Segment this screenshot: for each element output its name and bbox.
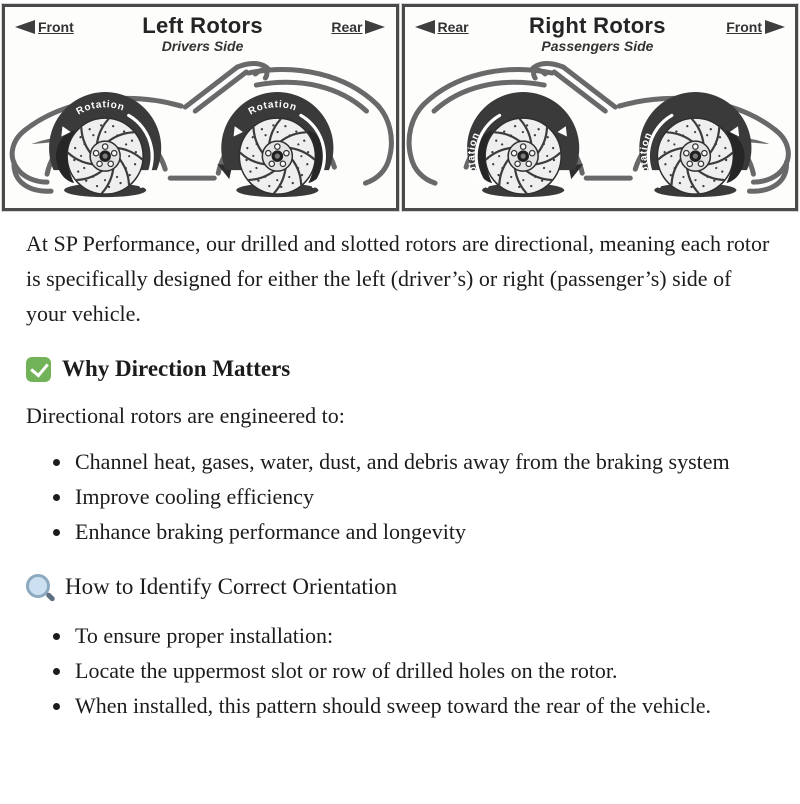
rotation-label: Rotation: [637, 130, 655, 183]
section-heading-text: Why Direction Matters: [62, 356, 291, 382]
arrow-right-icon: [365, 20, 385, 34]
direction-text: Rear: [331, 19, 363, 35]
section-heading-why-direction-matters: [26, 353, 774, 385]
section-heading-text: How to Identify Correct Orientation: [65, 574, 398, 600]
diagram-panel-right: [402, 4, 799, 211]
front-direction-label: [726, 19, 785, 35]
panel-title-block: [142, 14, 263, 54]
section-lead: Directional rotors are engineered to:: [26, 403, 345, 429]
arrow-left-icon: [15, 20, 35, 34]
rear-direction-label: [415, 19, 469, 35]
check-icon: [26, 357, 51, 382]
front-direction-label: [15, 19, 74, 35]
orientation-steps-list: [26, 618, 774, 723]
list-item: • Channel heat, gases, water, dust, and debris away from the braking system: [73, 444, 774, 479]
direction-text: Rear: [437, 19, 469, 35]
list-item: • When installed, this pattern should sweep toward the rear of the vehicle.: [73, 688, 774, 723]
panel-subtitle: Drivers Side: [161, 37, 244, 54]
rotation-label: Rotation: [74, 99, 127, 118]
benefits-list: [26, 444, 774, 549]
panel-title: Left Rotors: [142, 13, 263, 38]
direction-text: Front: [38, 19, 74, 35]
list-item: • Locate the uppermost slot or row of drilled holes on the rotor.: [73, 653, 774, 688]
rear-direction-label: [331, 19, 385, 35]
rotation-label: Rotation: [465, 130, 483, 183]
panel-header: [5, 7, 396, 54]
panel-header: [405, 7, 796, 54]
panel-title-block: [529, 14, 666, 54]
list-item: • To ensure proper installation:: [73, 618, 774, 653]
article-body: [0, 226, 800, 723]
car-illustration-right: [405, 54, 796, 204]
car-illustration-left: [5, 54, 396, 204]
intro-paragraph: At SP Performance, our drilled and slotted rotors are directional, meaning each rotor is specifically designed for either the left (driver’s) or right (passenger’s) side of your vehicle.: [26, 231, 770, 327]
list-item: • Improve cooling efficiency: [73, 479, 774, 514]
arrow-right-icon: [765, 20, 785, 34]
section-heading-identify-orientation: [26, 571, 774, 603]
direction-text: Front: [726, 19, 762, 35]
arrow-left-icon: [415, 20, 435, 34]
panel-subtitle: Passengers Side: [541, 37, 654, 54]
rotation-label: Rotation: [246, 99, 299, 118]
panel-title: Right Rotors: [529, 13, 666, 38]
list-item: • Enhance braking performance and longevity: [73, 514, 774, 549]
diagram-panel-left: [2, 4, 399, 211]
magnifier-icon: [26, 574, 50, 598]
rotor-direction-diagram: [2, 4, 798, 211]
